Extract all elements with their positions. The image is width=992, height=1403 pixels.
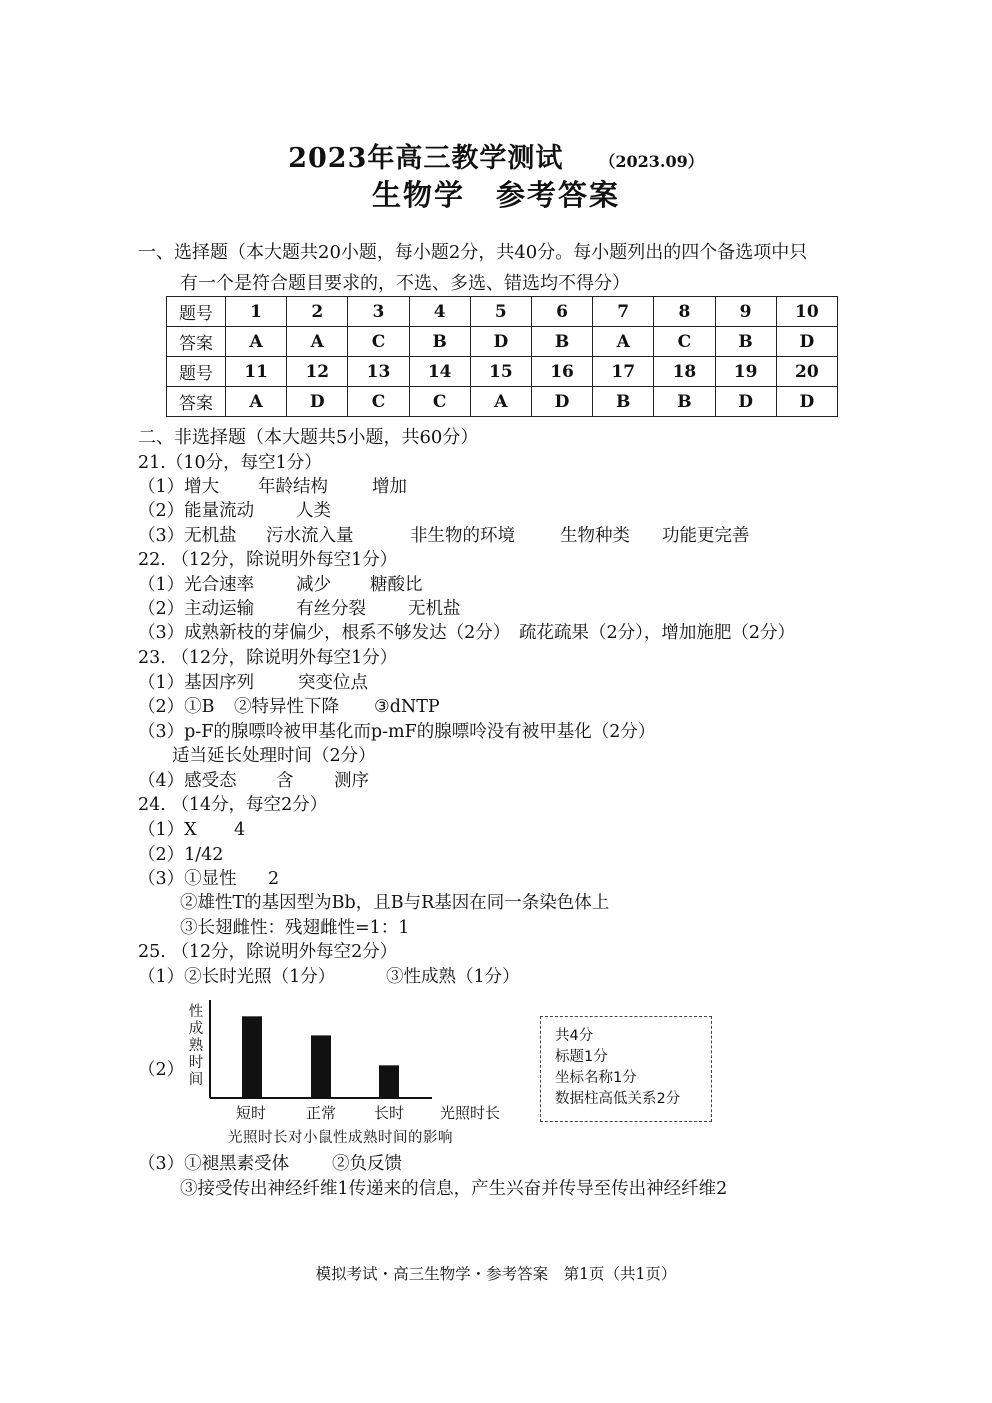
answer-text: 无机盐 bbox=[408, 599, 461, 619]
scoring-box bbox=[540, 1016, 712, 1122]
table-cell: D bbox=[287, 387, 348, 417]
q22-part3: （3）成熟新枝的芽偏少，根系不够发达（2分） 疏花疏果（2分），增加施肥（2分） bbox=[138, 623, 796, 643]
table-cell: 17 bbox=[593, 357, 654, 387]
q23-part3a: （3）p-F的腺嘌呤被甲基化而p-mF的腺嘌呤没有被甲基化（2分） bbox=[138, 722, 656, 742]
answer-text: 含 bbox=[276, 771, 294, 791]
answer-text: 4 bbox=[234, 820, 246, 840]
table-cell: B bbox=[409, 327, 470, 357]
table-row bbox=[167, 297, 838, 327]
answer-text: （1）②长时光照（1分） bbox=[138, 967, 336, 987]
scoring-line: 坐标名称1分 bbox=[555, 1070, 637, 1086]
q22-part1 bbox=[138, 573, 423, 597]
answer-text: （3）①显性 bbox=[138, 869, 237, 889]
table-cell: 9 bbox=[715, 297, 776, 327]
row-label: 题号 bbox=[167, 297, 226, 327]
table-cell: 11 bbox=[226, 357, 287, 387]
q24-header: 24. （14分，每空2分） bbox=[138, 795, 328, 815]
answer-text: 生物种类 bbox=[560, 526, 630, 546]
answer-text: 2 bbox=[268, 869, 280, 889]
answer-text: （3）无机盐 bbox=[138, 526, 237, 546]
q23-part1 bbox=[138, 671, 368, 695]
bar-正常 bbox=[311, 1035, 331, 1098]
table-cell: 14 bbox=[409, 357, 470, 387]
table-cell: B bbox=[531, 327, 592, 357]
exam-title bbox=[0, 136, 992, 175]
table-cell: C bbox=[409, 387, 470, 417]
answer-text: 污水流入量 bbox=[266, 526, 354, 546]
scoring-line: 标题1分 bbox=[555, 1049, 608, 1065]
answer-text: ②特异性下降 bbox=[234, 697, 339, 717]
answer-text: 年龄结构 bbox=[258, 477, 328, 497]
q24-part3a bbox=[138, 867, 279, 891]
table-cell: 2 bbox=[287, 297, 348, 327]
section2-heading: 二、非选择题（本大题共5小题，共60分） bbox=[138, 427, 479, 448]
q25-part2-label: （2） bbox=[138, 1060, 185, 1080]
table-cell: D bbox=[470, 327, 531, 357]
table-cell: B bbox=[593, 387, 654, 417]
answer-text: （2）①B bbox=[138, 697, 215, 717]
section1-heading-line1: 一、选择题（本大题共20小题，每小题2分，共40分。每小题列出的四个备选项中只 bbox=[138, 242, 808, 263]
table-row bbox=[167, 357, 838, 387]
page-footer: 模拟考试・高三生物学・参考答案 第1页（共1页） bbox=[315, 1265, 677, 1283]
table-cell: A bbox=[226, 327, 287, 357]
table-cell: 16 bbox=[531, 357, 592, 387]
table-cell: D bbox=[776, 327, 837, 357]
x-tick-label: 正常 bbox=[306, 1104, 337, 1122]
q25-part3 bbox=[138, 1152, 402, 1176]
q24-part1 bbox=[138, 818, 245, 842]
title-date: （2023.09） bbox=[599, 152, 704, 171]
q24-part3b: ②雄性T的基因型为Bb，且B与R基因在同一条染色体上 bbox=[180, 893, 610, 913]
q23-part3b: 适当延长处理时间（2分） bbox=[172, 746, 376, 766]
page-subtitle: 生物学 参考答案 bbox=[371, 178, 620, 212]
q25-part3b: ③接受传出神经纤维1传递来的信息，产生兴奋并传导至传出神经纤维2 bbox=[180, 1179, 728, 1199]
table-cell: A bbox=[593, 327, 654, 357]
answer-text: （2）能量流动 bbox=[138, 501, 255, 521]
scoring-line: 共4分 bbox=[555, 1028, 594, 1044]
row-label: 答案 bbox=[167, 327, 226, 357]
table-cell: 3 bbox=[348, 297, 409, 327]
table-cell: 8 bbox=[654, 297, 715, 327]
chart-plot bbox=[180, 1000, 520, 1110]
table-cell: 6 bbox=[531, 297, 592, 327]
table-cell: 4 bbox=[409, 297, 470, 327]
answer-text: ②负反馈 bbox=[332, 1154, 402, 1174]
row-label: 题号 bbox=[167, 357, 226, 387]
q25-header: 25. （12分，除说明外每空2分） bbox=[138, 942, 398, 962]
answer-text: （1）光合速率 bbox=[138, 575, 255, 595]
answer-text: 非生物的环境 bbox=[410, 526, 515, 546]
table-cell: 20 bbox=[776, 357, 837, 387]
q21-header: 21.（10分，每空1分） bbox=[138, 453, 322, 473]
table-cell: C bbox=[348, 387, 409, 417]
answer-text: （1）增大 bbox=[138, 477, 220, 497]
answer-text: 突变位点 bbox=[298, 673, 368, 693]
table-cell: 13 bbox=[348, 357, 409, 387]
answer-text: 减少 bbox=[296, 575, 331, 595]
table-cell: 5 bbox=[470, 297, 531, 327]
table-cell: 18 bbox=[654, 357, 715, 387]
answer-text: 测序 bbox=[334, 771, 369, 791]
answer-text: ③性成熟（1分） bbox=[386, 967, 520, 987]
answer-text: （4）感受态 bbox=[138, 771, 237, 791]
answer-text: 功能更完善 bbox=[662, 526, 750, 546]
bar-短时 bbox=[242, 1016, 262, 1098]
x-tick-label: 长时 bbox=[374, 1104, 405, 1122]
q22-part2 bbox=[138, 597, 461, 621]
q25-part1 bbox=[138, 965, 520, 989]
table-row bbox=[167, 387, 838, 417]
table-cell: B bbox=[654, 387, 715, 417]
table-cell: C bbox=[654, 327, 715, 357]
q24-part2: （2）1/42 bbox=[138, 845, 224, 865]
scoring-line: 数据柱高低关系2分 bbox=[555, 1091, 681, 1107]
chart-ylabel: 性成熟时间 bbox=[188, 1004, 204, 1088]
bar-长时 bbox=[379, 1065, 399, 1098]
answer-text: 糖酸比 bbox=[370, 575, 423, 595]
table-row bbox=[167, 327, 838, 357]
x-tick-label: 短时 bbox=[236, 1104, 267, 1122]
table-cell: D bbox=[776, 387, 837, 417]
chart-title: 光照时长对小鼠性成熟时间的影响 bbox=[228, 1130, 453, 1146]
q23-header: 23. （12分，除说明外每空1分） bbox=[138, 648, 398, 668]
table-cell: 1 bbox=[226, 297, 287, 327]
table-cell: A bbox=[470, 387, 531, 417]
title-main: 2023年高三教学测试 bbox=[288, 143, 564, 174]
table-cell: A bbox=[226, 387, 287, 417]
table-cell: 19 bbox=[715, 357, 776, 387]
answer-text: 增加 bbox=[372, 477, 407, 497]
table-cell: A bbox=[287, 327, 348, 357]
table-cell: 15 bbox=[470, 357, 531, 387]
q24-part3c: ③长翅雌性：残翅雌性=1：1 bbox=[180, 918, 410, 938]
chart-xlabel: 光照时长 bbox=[440, 1104, 501, 1122]
table-cell: B bbox=[715, 327, 776, 357]
q21-part3 bbox=[138, 524, 750, 548]
answer-text: （1）基因序列 bbox=[138, 673, 255, 693]
q23-part4 bbox=[138, 769, 369, 793]
answer-text: （2）主动运输 bbox=[138, 599, 255, 619]
table-cell: D bbox=[715, 387, 776, 417]
q22-header: 22. （12分，除说明外每空1分） bbox=[138, 550, 398, 570]
answer-text: ③dNTP bbox=[374, 697, 440, 717]
table-cell: D bbox=[531, 387, 592, 417]
answer-text: （1）X bbox=[138, 820, 197, 840]
answer-text: 有丝分裂 bbox=[296, 599, 366, 619]
table-cell: 7 bbox=[593, 297, 654, 327]
q23-part2 bbox=[138, 695, 440, 719]
section1-heading-line2: 有一个是符合题目要求的，不选、多选、错选均不得分） bbox=[180, 273, 630, 294]
q21-part1 bbox=[138, 475, 407, 499]
answer-table bbox=[166, 296, 838, 417]
table-cell: 10 bbox=[776, 297, 837, 327]
answer-text: （3）①褪黑素受体 bbox=[138, 1154, 290, 1174]
answer-text: 人类 bbox=[296, 501, 331, 521]
q21-part2 bbox=[138, 499, 331, 523]
table-cell: C bbox=[348, 327, 409, 357]
row-label: 答案 bbox=[167, 387, 226, 417]
table-cell: 12 bbox=[287, 357, 348, 387]
